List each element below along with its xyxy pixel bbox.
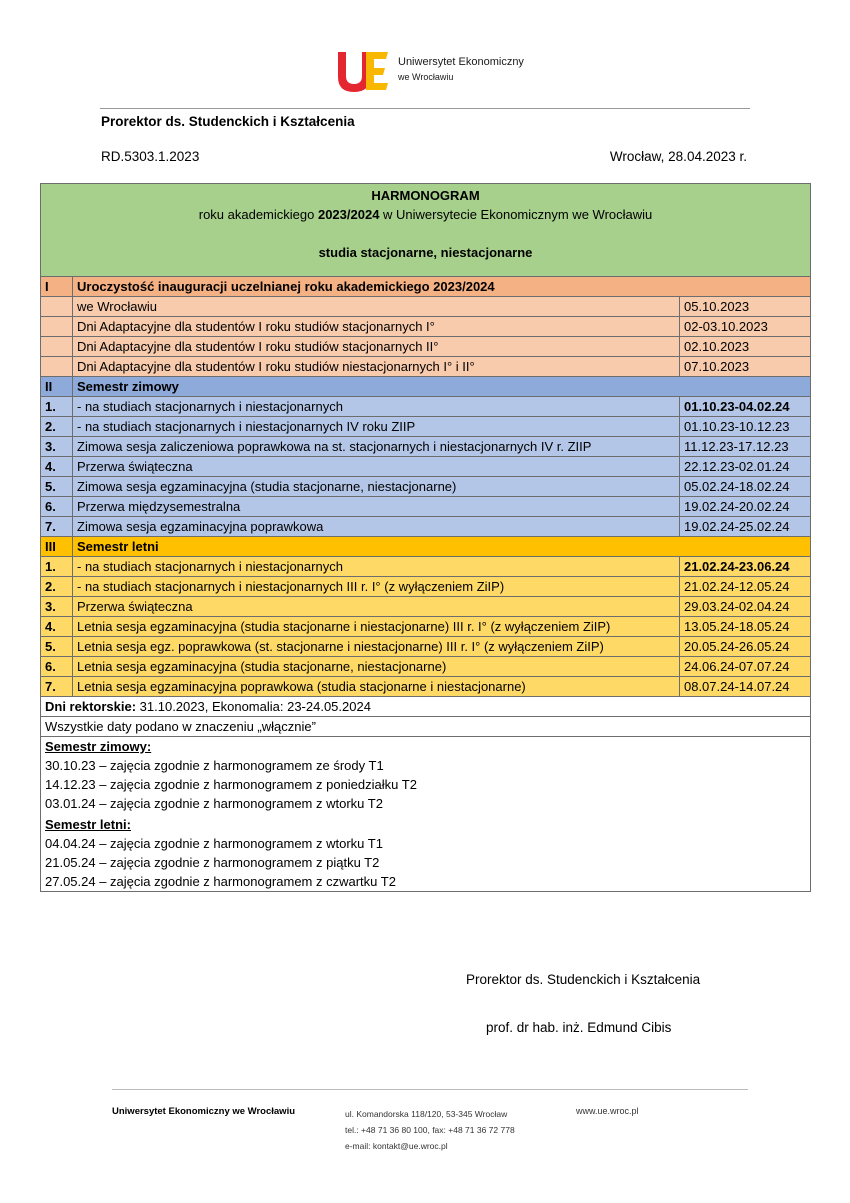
row-date: 08.07.24-14.07.24 (679, 677, 810, 697)
row-date: 13.05.24-18.05.24 (679, 617, 810, 637)
table-row (41, 577, 811, 597)
table-title-row (41, 184, 811, 277)
schedule-notes-row (41, 737, 811, 892)
row-date: 20.05.24-26.05.24 (679, 637, 810, 657)
row-num: 4. (41, 617, 73, 637)
footer-university-name: Uniwersytet Ekonomiczny we Wrocławiu (112, 1106, 296, 1117)
note-line: 04.04.24 – zajęcia zgodnie z harmonogramem z wtorku T1 (45, 836, 383, 851)
row-num: 2. (41, 417, 73, 437)
section-1-num: I (41, 277, 73, 297)
signature-name: prof. dr hab. inż. Edmund Cibis (486, 1020, 672, 1035)
footer-phone: tel.: +48 71 36 80 100, fax: +48 71 36 72 778 (345, 1125, 515, 1135)
row-label: - na studiach stacjonarnych i niestacjonarnych (73, 397, 680, 417)
footer-divider (112, 1089, 748, 1090)
table-row (41, 457, 811, 477)
table-row (41, 357, 811, 377)
table-row (41, 637, 811, 657)
row-num: 1. (41, 557, 73, 577)
row-num: 4. (41, 457, 73, 477)
section-2-header (41, 377, 811, 397)
row-date: 01.10.23-04.02.24 (679, 397, 810, 417)
header-divider (100, 108, 750, 109)
row-label: Przerwa świąteczna (73, 457, 680, 477)
rector-days-label: Dni rektorskie: (45, 699, 137, 714)
table-row (41, 317, 811, 337)
office-title: Prorektor ds. Studenckich i Kształcenia (101, 114, 355, 129)
winter-notes-label: Semestr zimowy: (45, 739, 152, 754)
inclusive-note: Wszystkie daty podano w znaczeniu „włącznie” (41, 717, 811, 737)
row-label: - na studiach stacjonarnych i niestacjonarnych IV roku ZIIP (73, 417, 680, 437)
table-row (41, 617, 811, 637)
rector-days-cell (41, 697, 811, 717)
row-label: Zimowa sesja egzaminacyjna poprawkowa (73, 517, 680, 537)
row-label: Dni Adaptacyjne dla studentów I roku studiów stacjonarnych I° (73, 317, 680, 337)
row-date: 05.02.24-18.02.24 (679, 477, 810, 497)
row-date: 19.02.24-25.02.24 (679, 517, 810, 537)
subtitle-post: w Uniwersytecie Ekonomicznym we Wrocławiu (379, 207, 653, 222)
reference-number: RD.5303.1.2023 (101, 149, 200, 164)
row-num: 3. (41, 437, 73, 457)
note-line: 30.10.23 – zajęcia zgodnie z harmonogramem ze środy T1 (45, 758, 384, 773)
document-date: Wrocław, 28.04.2023 r. (609, 149, 747, 164)
section-2-num: II (41, 377, 73, 397)
note-line: 14.12.23 – zajęcia zgodnie z harmonogramem z poniedziałku T2 (45, 777, 417, 792)
row-num: 6. (41, 657, 73, 677)
row-label: - na studiach stacjonarnych i niestacjonarnych (73, 557, 680, 577)
section-1-heading: Uroczystość inauguracji uczelnianej roku akademickiego 2023/2024 (73, 277, 811, 297)
table-row (41, 397, 811, 417)
table-row (41, 517, 811, 537)
note-line: 27.05.24 – zajęcia zgodnie z harmonogramem z czwartku T2 (45, 874, 396, 889)
logo-line-1: Uniwersytet Ekonomiczny (398, 56, 524, 68)
row-date: 01.10.23-10.12.23 (679, 417, 810, 437)
table-row (41, 677, 811, 697)
table-row (41, 297, 811, 317)
table-row (41, 437, 811, 457)
row-num: 7. (41, 517, 73, 537)
note-line: 21.05.24 – zajęcia zgodnie z harmonogramem z piątku T2 (45, 855, 380, 870)
row-date: 07.10.2023 (679, 357, 810, 377)
table-row (41, 657, 811, 677)
table-row (41, 497, 811, 517)
row-label: we Wrocławiu (73, 297, 680, 317)
row-date: 21.02.24-12.05.24 (679, 577, 810, 597)
row-label: Zimowa sesja egzaminacyjna (studia stacjonarne, niestacjonarne) (73, 477, 680, 497)
row-date: 29.03.24-02.04.24 (679, 597, 810, 617)
row-num: 5. (41, 637, 73, 657)
row-date: 24.06.24-07.07.24 (679, 657, 810, 677)
row-num: 6. (41, 497, 73, 517)
section-2-heading: Semestr zimowy (73, 377, 811, 397)
row-label: Letnia sesja egz. poprawkowa (st. stacjonarne i niestacjonarne) III r. I° (z wyłączeniem ZiIP) (73, 637, 680, 657)
rector-days-row (41, 697, 811, 717)
row-label: Przerwa międzysemestralna (73, 497, 680, 517)
row-label: Letnia sesja egzaminacyjna (studia stacjonarne, niestacjonarne) (73, 657, 680, 677)
section-3-num: III (41, 537, 73, 557)
section-3-header (41, 537, 811, 557)
section-3-heading: Semestr letni (73, 537, 811, 557)
subtitle-year: 2023/2024 (317, 207, 380, 222)
row-date: 02-03.10.2023 (679, 317, 810, 337)
signature-title: Prorektor ds. Studenckich i Kształcenia (466, 972, 701, 987)
section-1-header (41, 277, 811, 297)
table-row (41, 597, 811, 617)
rector-days-value: 31.10.2023, Ekonomalia: 23-24.05.2024 (136, 699, 371, 714)
row-label: Dni Adaptacyjne dla studentów I roku studiów stacjonarnych II° (73, 337, 680, 357)
logo-line-2: we Wrocławiu (398, 72, 454, 82)
row-label: - na studiach stacjonarnych i niestacjonarnych III r. I° (z wyłączeniem ZiIP) (73, 577, 680, 597)
table-row (41, 477, 811, 497)
row-num: 7. (41, 677, 73, 697)
table-row (41, 557, 811, 577)
row-date: 11.12.23-17.12.23 (679, 437, 810, 457)
row-num: 1. (41, 397, 73, 417)
subtitle-pre: roku akademickiego (198, 207, 318, 222)
row-date: 22.12.23-02.01.24 (679, 457, 810, 477)
table-row (41, 337, 811, 357)
schedule-title: HARMONOGRAM (371, 188, 480, 203)
footer-contact (345, 1106, 515, 1154)
row-date: 02.10.2023 (679, 337, 810, 357)
schedule-subtitle (45, 205, 806, 224)
logo-text (398, 55, 524, 85)
schedule-table (40, 183, 811, 892)
row-label: Letnia sesja egzaminacyjna poprawkowa (studia stacjonarne i niestacjonarne) (73, 677, 680, 697)
row-num: 3. (41, 597, 73, 617)
inclusive-note-row (41, 717, 811, 737)
table-title-cell (41, 184, 811, 277)
row-label: Przerwa świąteczna (73, 597, 680, 617)
row-date: 19.02.24-20.02.24 (679, 497, 810, 517)
footer-email: e-mail: kontakt@ue.wroc.pl (345, 1141, 448, 1151)
summer-notes-label: Semestr letni: (45, 817, 131, 832)
schedule-notes (41, 737, 811, 892)
table-row (41, 417, 811, 437)
row-label: Letnia sesja egzaminacyjna (studia stacjonarne i niestacjonarne) III r. I° (z wyłączeniem ZiIP) (73, 617, 680, 637)
footer-address: ul. Komandorska 118/120, 53-345 Wrocław (345, 1109, 508, 1119)
row-label: Zimowa sesja zaliczeniowa poprawkowa na st. stacjonarnych i niestacjonarnych IV r. ZIIP (73, 437, 680, 457)
row-date: 05.10.2023 (679, 297, 810, 317)
row-num: 5. (41, 477, 73, 497)
row-label: Dni Adaptacyjne dla studentów I roku studiów niestacjonarnych I° i II° (73, 357, 680, 377)
row-num: 2. (41, 577, 73, 597)
study-mode: studia stacjonarne, niestacjonarne (318, 245, 533, 260)
note-line: 03.01.24 – zajęcia zgodnie z harmonogramem z wtorku T2 (45, 796, 383, 811)
row-date: 21.02.24-23.06.24 (679, 557, 810, 577)
footer-website: www.ue.wroc.pl (576, 1106, 639, 1116)
